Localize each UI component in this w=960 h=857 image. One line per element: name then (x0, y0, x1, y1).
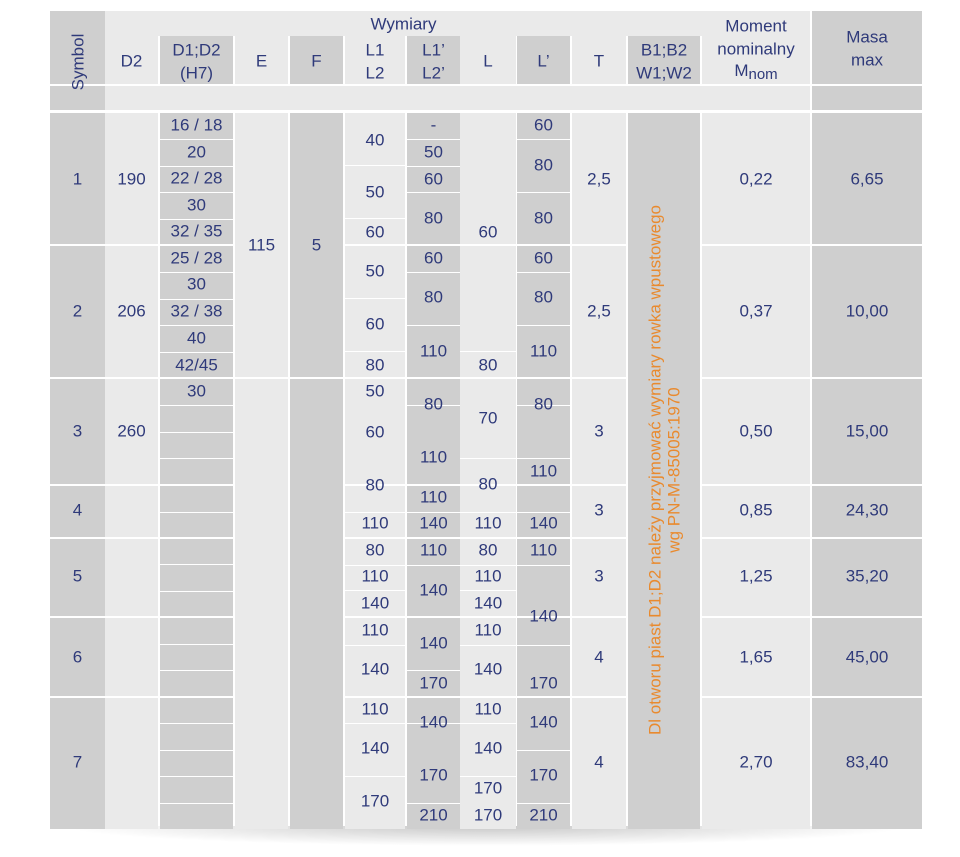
masa-value: 6,65 (850, 169, 884, 189)
l1pl2p-value: 110 (419, 487, 448, 507)
header-spacer (105, 85, 702, 112)
row-divider (345, 645, 405, 646)
l1pl2p-value: 140 (419, 580, 448, 600)
f-value: 5 (311, 235, 322, 255)
l1l2-value: 110 (361, 620, 389, 640)
lp-value: 80 (534, 208, 553, 228)
d2-value: 190 (117, 169, 146, 189)
masa-value: 35,20 (845, 566, 889, 586)
row-divider (407, 617, 460, 618)
row-divider (407, 803, 460, 804)
row-divider (345, 298, 405, 299)
t-value: 3 (594, 566, 604, 586)
t-value: 4 (594, 647, 604, 667)
moment-symbol (734, 62, 777, 82)
f-column (290, 113, 343, 829)
row-divider (407, 325, 460, 326)
row-divider (460, 590, 516, 591)
row-divider (160, 432, 233, 433)
lp-value: 110 (529, 461, 558, 481)
l1pl2p-value: 140 (419, 513, 448, 533)
row-divider (517, 750, 570, 751)
row-divider (160, 670, 233, 671)
row-divider (517, 272, 570, 273)
masa-value: 83,40 (845, 752, 889, 772)
lp-header: L’ (537, 51, 550, 71)
l1pl2p-value: 80 (424, 394, 443, 414)
masa-header-2: max (850, 50, 884, 70)
masa-value: 45,00 (845, 647, 889, 667)
l2-header: L2 (365, 63, 385, 83)
l-header: L (483, 51, 493, 71)
group-divider (343, 537, 628, 539)
keyway-note-standard: wg PN-M-85005:1970 (664, 387, 684, 553)
row-divider (517, 565, 570, 566)
l-value: 60 (478, 222, 498, 242)
masa-value: 10,00 (845, 301, 889, 321)
d1d2-value: 32 / 38 (170, 301, 223, 321)
symbol-header: Symbol (68, 33, 87, 91)
l1l2-value: 60 (365, 222, 385, 242)
row-divider (345, 776, 405, 777)
l1l2-value: 60 (365, 422, 385, 442)
l1l2-value: 140 (360, 659, 390, 679)
row-divider (160, 299, 233, 300)
lp-value: 80 (534, 287, 553, 307)
row-divider (160, 723, 233, 724)
l1l2-value: 110 (361, 566, 389, 586)
t-value: 3 (594, 500, 604, 520)
lp-value: 80 (534, 155, 553, 175)
moment-value: 0,50 (739, 421, 773, 441)
moment-value: 0,22 (739, 169, 773, 189)
symbol-value: 1 (72, 169, 83, 189)
symbol-value: 4 (72, 500, 83, 520)
row-divider (160, 458, 233, 459)
row-divider (160, 272, 233, 273)
l-value: 140 (473, 593, 503, 613)
d1d2-value: 42/45 (175, 355, 218, 375)
d1d2-value: 30 (187, 381, 206, 401)
masa-value: 24,30 (845, 500, 889, 520)
l1l2-value: 110 (361, 699, 389, 719)
d2-value: 206 (117, 301, 146, 321)
d2-column (105, 113, 158, 829)
t-value: 2,5 (587, 301, 611, 321)
t-value: 4 (594, 752, 604, 772)
row-divider (160, 776, 233, 777)
l-value: 140 (473, 659, 503, 679)
l-value: 110 (474, 566, 502, 586)
row-divider (460, 723, 516, 724)
l1l2-value: 80 (365, 355, 385, 375)
d2-header: D2 (120, 51, 143, 71)
l-value: 70 (478, 408, 498, 428)
l1pl2p-value: 110 (419, 447, 448, 467)
d1d2-value: 22 / 28 (170, 168, 223, 188)
header-spacer (702, 85, 810, 112)
l1pl2p-value: 60 (424, 169, 443, 189)
moment-value: 0,85 (739, 500, 773, 520)
masa-header: Masa (846, 27, 888, 47)
row-divider (407, 139, 460, 140)
header-spacer (812, 85, 922, 112)
d1d2-value: 16 / 18 (170, 115, 223, 135)
d1d2-value: 30 (187, 195, 206, 215)
group-divider (343, 616, 628, 618)
d1d2-column (160, 113, 233, 829)
l1pl2p-value: 50 (424, 142, 443, 162)
table-shadow (60, 826, 912, 846)
group-divider (700, 484, 922, 486)
keyway-note: Dl otworu piast D1;D2 należy przyjmować wymiary rowka wpustowego (645, 204, 665, 736)
row-divider (407, 670, 460, 671)
l1pl2p-value: 80 (424, 287, 443, 307)
d2-value: 260 (117, 421, 146, 441)
l1l2-value: 80 (365, 475, 385, 495)
group-divider (343, 244, 628, 246)
d1d2-value: 30 (187, 274, 206, 294)
masa-column (812, 113, 922, 829)
row-divider (407, 272, 460, 273)
d1d2-header: D1;D2 (172, 40, 221, 60)
lp-value: 140 (529, 606, 558, 626)
row-divider (160, 803, 233, 804)
l1l2-value: 110 (361, 513, 389, 533)
group-divider (235, 377, 343, 379)
masa-header-cell (812, 11, 922, 85)
row-divider (345, 351, 405, 352)
l1pl2p-value: 140 (419, 712, 448, 732)
lp-value: 110 (529, 540, 558, 560)
group-divider (700, 696, 922, 698)
group-divider (50, 244, 235, 246)
e-header: E (255, 51, 268, 71)
group-divider (700, 377, 922, 379)
l1pl2p-value: 80 (424, 208, 443, 228)
l-value: 80 (478, 540, 498, 560)
row-divider (160, 512, 233, 513)
row-divider (460, 351, 516, 352)
moment-symbol-sub: nom (748, 66, 778, 83)
moment-header-2: nominalny (717, 39, 795, 59)
l1pl2p-value: 110 (419, 540, 448, 560)
l-value: 170 (473, 778, 503, 798)
l1l2-value: 40 (365, 130, 385, 150)
header-divider (50, 84, 922, 86)
masa-value: 15,00 (845, 421, 889, 441)
lp-value: 210 (529, 805, 558, 825)
row-divider (517, 192, 570, 193)
moment-symbol-m: M (734, 61, 749, 80)
symbol-value: 2 (72, 301, 83, 321)
group-divider (50, 696, 235, 698)
row-divider (345, 218, 405, 219)
row-divider (160, 192, 233, 193)
l1l2-value: 170 (360, 791, 390, 811)
l1-column (345, 113, 405, 829)
row-divider (345, 590, 405, 591)
l-column (460, 113, 516, 829)
lp-value: 80 (534, 394, 553, 414)
l1pl2p-value: 170 (419, 765, 448, 785)
f-header: F (311, 51, 322, 71)
row-divider (407, 192, 460, 193)
row-divider (460, 696, 516, 697)
e-value: 115 (247, 235, 276, 255)
l-value: 110 (474, 620, 502, 640)
moment-value: 1,25 (739, 566, 773, 586)
d1d2-value: 20 (187, 142, 206, 162)
l-value: 80 (478, 474, 498, 494)
l1l2-value: 50 (365, 182, 385, 202)
row-divider (160, 166, 233, 167)
symbol-value: 3 (72, 421, 83, 441)
row-divider (517, 645, 570, 646)
d1d2-value: 25 / 28 (170, 248, 223, 268)
row-divider (160, 139, 233, 140)
lp-value: 60 (534, 115, 553, 135)
row-divider (160, 564, 233, 565)
t-value: 2,5 (587, 169, 611, 189)
row-divider (460, 458, 516, 459)
l-value: 140 (473, 738, 503, 758)
group-divider (700, 244, 922, 246)
l1l2-value: 50 (365, 381, 385, 401)
l1l2-value: 60 (365, 314, 385, 334)
row-divider (160, 405, 233, 406)
row-divider (407, 565, 460, 566)
l1pl2p-value: 60 (424, 248, 443, 268)
l1pl2p-value: 140 (419, 633, 448, 653)
lp-value: 170 (529, 673, 558, 693)
coupling-dimensions-table (50, 11, 922, 829)
l1pl2p-value: 210 (419, 805, 448, 825)
l1pl2p-value: 170 (419, 673, 448, 693)
group-divider (50, 377, 235, 379)
symbol-column (50, 113, 105, 829)
moment-column (702, 113, 810, 829)
d1d2-value: 32 / 35 (170, 221, 223, 241)
symbol-value: 5 (72, 566, 83, 586)
e-column (235, 113, 288, 829)
wymiary-header: Wymiary (370, 14, 437, 34)
l1l2-value: 50 (365, 261, 385, 281)
group-divider (700, 616, 922, 618)
row-divider (517, 458, 570, 459)
lp-value: 60 (534, 248, 553, 268)
d1d2-value: 40 (187, 328, 206, 348)
row-divider (460, 776, 516, 777)
row-divider (160, 750, 233, 751)
group-divider (50, 616, 235, 618)
t-header: T (593, 51, 605, 71)
group-divider (700, 537, 922, 539)
l2p-header: L2’ (422, 63, 445, 83)
moment-value: 2,70 (739, 752, 773, 772)
row-divider (160, 352, 233, 353)
row-divider (517, 697, 570, 698)
row-divider (160, 219, 233, 220)
symbol-value: 7 (72, 752, 83, 772)
symbol-value: 6 (72, 647, 83, 667)
l-value: 110 (474, 513, 502, 533)
l1-header: L1 (365, 40, 385, 60)
t-value: 3 (594, 421, 604, 441)
row-divider (517, 803, 570, 804)
row-divider (160, 591, 233, 592)
group-divider (50, 537, 235, 539)
l1l2-value: 140 (360, 593, 390, 613)
row-divider (160, 644, 233, 645)
moment-value: 1,65 (739, 647, 773, 667)
row-divider (517, 139, 570, 140)
d1d2-header-sub: (H7) (179, 63, 214, 83)
moment-header: Moment (725, 16, 787, 36)
row-divider (407, 485, 460, 486)
row-divider (160, 325, 233, 326)
row-divider (407, 166, 460, 167)
t-column (572, 113, 626, 829)
row-divider (345, 723, 405, 724)
row-divider (345, 696, 405, 697)
lp-value: 110 (529, 341, 558, 361)
l1pl2p-value: - (430, 115, 437, 135)
l1p-header: L1’ (422, 40, 445, 60)
l-value: 110 (474, 699, 502, 719)
lp-value: 140 (529, 513, 558, 533)
l-value: 80 (478, 355, 498, 375)
row-divider (460, 645, 516, 646)
lp-value: 140 (529, 712, 558, 732)
l-value: 170 (473, 805, 503, 825)
moment-value: 0,37 (739, 301, 773, 321)
lp-value: 170 (529, 765, 558, 785)
group-divider (343, 377, 628, 379)
row-divider (517, 325, 570, 326)
w1w2-header: W1;W2 (636, 63, 692, 83)
l1pl2p-value: 110 (419, 341, 448, 361)
l1l2-value: 80 (365, 540, 385, 560)
b1b2-header: B1;B2 (640, 40, 688, 60)
group-divider (50, 484, 235, 486)
row-divider (345, 165, 405, 166)
l1l2-value: 140 (360, 738, 390, 758)
